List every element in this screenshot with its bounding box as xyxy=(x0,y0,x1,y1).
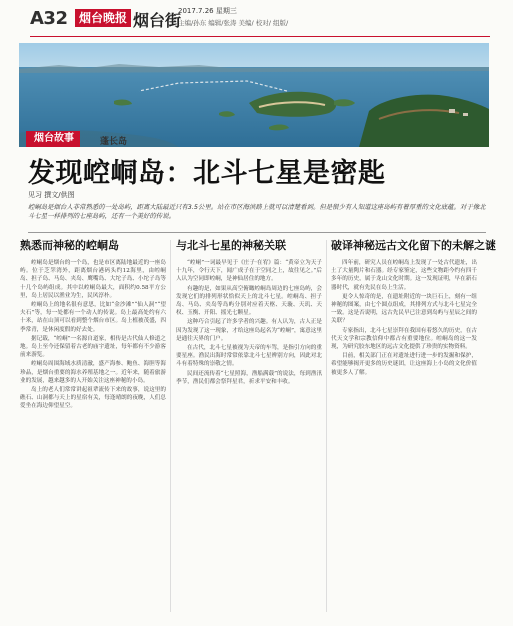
header-rule xyxy=(30,36,490,37)
column-paragraph: “崆峒”一词最早见于《庄子·在宥》篇：“黄帝立为天子十九年，令行天下，闻广成子在于空同之上，故往见之。”后人认为空同即崆峒，是神仙居住的地方。 xyxy=(176,260,322,283)
column-paragraph: 崆峒岛周围海域水质清澈，盛产海参、鲍鱼、海胆等海珍品，是烟台重要的海水养殖基地之一。近年来，随着旅游业的发展，越来越多的人开始关注这座神秘的小岛。 xyxy=(20,361,166,384)
column-divider xyxy=(170,240,171,612)
column-paragraph: 目前，相关部门正在对遗址进行进一步的发掘和保护，希望能够揭开更多的历史谜团，让这座海上小岛的文化价值被更多人了解。 xyxy=(331,353,477,376)
feature-tag: 烟台故事 xyxy=(26,131,80,147)
column-divider xyxy=(326,240,327,612)
article-column xyxy=(331,237,496,617)
article-column xyxy=(176,237,322,617)
island-aerial-photo xyxy=(19,43,489,147)
column-paragraph: 据记载，“崆峒”一名源自道家，相传是古代仙人修道之地。岛上至今还保留着古老的庙宇遗址，每年都有不少游客前来游览。 xyxy=(20,335,166,359)
column-paragraph: 崆峒岛是烟台的一个岛，也是市区离陆地最近的一座岛屿。位于芝罘湾外，距离烟台港码头约12海里，由崆峒岛、担子岛、马岛、夹岛、鹰嘴岛、大坨子岛、小坨子岛等十几个岛屿组成。其中以崆峒岛最大，面积约0.58平方公里，岛上居民以渔业为生，民风淳朴。 xyxy=(20,260,166,299)
column-paragraph: 民间还流传着“七星照海，渔船满载”的说法，每到渔汛季节，渔民们都会祭拜星君，祈求平安和丰收。 xyxy=(176,370,322,385)
intro-divider xyxy=(28,232,486,233)
issue-date: 2017.7.26 星期三 xyxy=(178,7,237,15)
column-paragraph: 在古代，北斗七星被视为天帝的车驾，是指引方向的重要星座。渔民出海时常常依靠北斗七星辨别方向，因此对北斗有着特殊的崇敬之情。 xyxy=(176,345,322,368)
column-paragraph: 有趣的是，如果从高空俯瞰崆峒岛周边的七座岛屿，会发现它们的排列形状恰似天上的北斗七星。崆峒岛、担子岛、马岛、夹岛等岛屿分别对应着天枢、天璇、天玑、天权、玉衡、开阳、摇光七颗星。 xyxy=(176,285,322,317)
column-heading: 与北斗七星的神秘关联 xyxy=(176,239,286,252)
section-title: 烟台街 xyxy=(133,11,182,30)
newspaper-logo: 烟台晚报 xyxy=(75,9,131,27)
column-paragraph: 专家指出，北斗七星崇拜在我国有着悠久的历史，在古代天文学和宗教信仰中都占有重要地位。崆峒岛的这一发现，为研究胶东地区的远古文化提供了珍贵的实物资料。 xyxy=(331,327,477,351)
article-byline: 见习 撰文/供图 xyxy=(28,191,75,199)
page-header xyxy=(0,0,513,40)
column-paragraph: 崆峒岛上的地名很有意思，比如“金沙滩”“仙人洞”“望夫石”等，每一处都有一个动人的传说。岛上最高处约有六十米，站在山顶可以看到整个烟台市区。岛上植被茂盛，四季常青，是休闲度假的好去处。 xyxy=(20,302,166,333)
article-headline: 发现崆峒岛：北斗七星是密匙 xyxy=(28,158,386,189)
page-number: A32 xyxy=(30,8,68,29)
column-paragraph: 这种巧合引起了许多学者的兴趣。有人认为，古人正是因为发现了这一现象，才给这座岛起名为“崆峒”，寓意这里是通往天界的门户。 xyxy=(176,319,322,342)
column-heading: 破译神秘远古文化留下的未解之谜 xyxy=(331,239,496,252)
editor-credits: 主编/孙东 编辑/张涛 美编/ 校对/ 组版/ xyxy=(178,19,289,27)
column-paragraph: 岛上的老人们常常讲起祖辈流传下来的故事，说这里的礁石、山洞都与天上的星宿有关，每逢晴朗的夜晚，人们总爱坐在海边仰望星空。 xyxy=(20,387,166,410)
column-paragraph: 四年前，研究人员在崆峒岛上发现了一处古代遗址，出土了大量陶片和石器。经专家鉴定，这些文物距今约有四千多年的历史，属于龙山文化时期。这一发现证明，早在新石器时代，就有先民在岛上生活。 xyxy=(331,260,477,291)
feature-subtag: 蓬长岛 xyxy=(100,137,128,147)
column-heading: 熟悉而神秘的崆峒岛 xyxy=(20,239,119,252)
article-intro: 崆峒岛是烟台人非常熟悉的一处岛屿，距离大陆最近只有3.5公里。站在市区海滨路上就可以清楚看到。但是很少有人知道这座岛屿有着厚重的文化底蕴。对于像北斗七星一样排列的七座岛屿，还有一个美好的传说。 xyxy=(28,203,486,220)
column-paragraph: 更令人惊奇的是，在遗址附近的一块巨石上，刻有一组神秘的图案，由七个圆点组成，其排列方式与北斗七星完全一致。这是否说明，远古先民早已注意到岛屿与星辰之间的关联？ xyxy=(331,293,477,325)
article-column xyxy=(20,237,166,617)
